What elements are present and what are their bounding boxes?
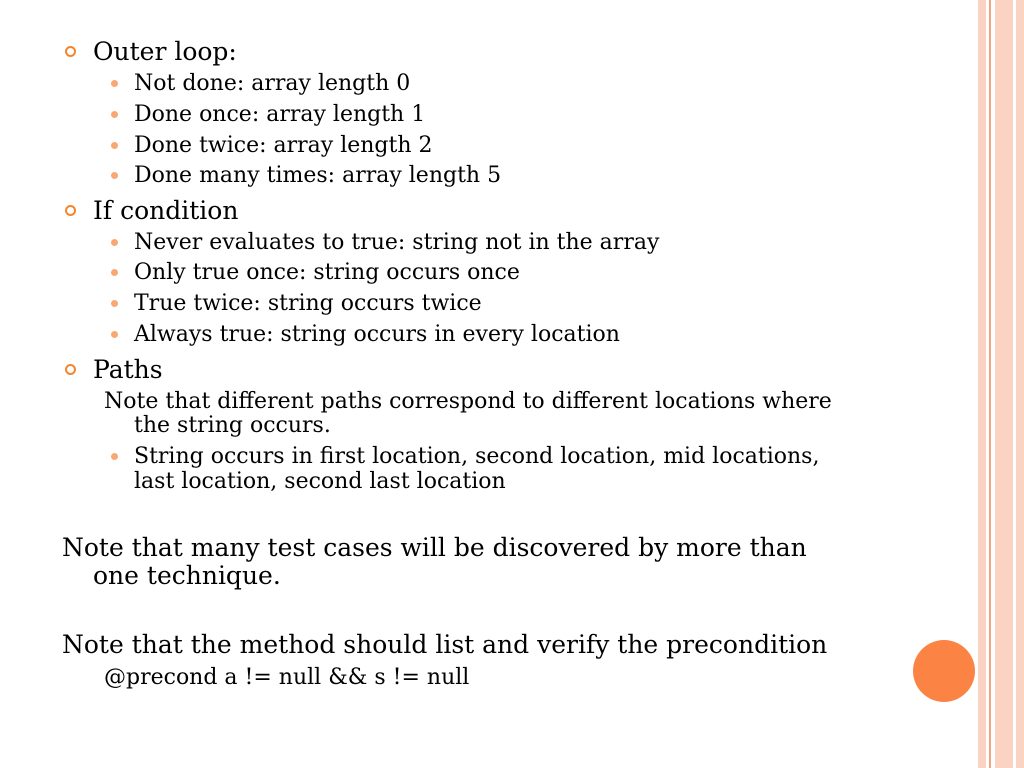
list-item: String occurs in first location, second location, mid locations, bbox=[134, 444, 820, 469]
list-item-continued: last location, second last location bbox=[134, 469, 506, 494]
dot-bullet-icon bbox=[111, 453, 118, 460]
dot-bullet-icon bbox=[111, 300, 118, 307]
dot-bullet-icon bbox=[111, 331, 118, 338]
precondition-note: Note that the method should list and verify the precondition bbox=[62, 630, 828, 659]
dot-bullet-icon bbox=[111, 111, 118, 118]
list-item: Never evaluates to true: string not in the array bbox=[134, 230, 660, 255]
decor-circle bbox=[913, 640, 975, 702]
list-item: Only true once: string occurs once bbox=[134, 260, 520, 285]
ring-bullet-icon bbox=[65, 364, 76, 375]
decor-stripe bbox=[1016, 0, 1024, 768]
section-heading: Paths bbox=[93, 355, 163, 384]
paths-note-continued: the string occurs. bbox=[134, 413, 331, 438]
list-item: Done many times: array length 5 bbox=[134, 163, 502, 188]
dot-bullet-icon bbox=[111, 269, 118, 276]
decor-stripe bbox=[995, 0, 1013, 768]
note-paragraph-continued: one technique. bbox=[93, 561, 281, 590]
dot-bullet-icon bbox=[111, 172, 118, 179]
dot-bullet-icon bbox=[111, 239, 118, 246]
decor-stripe bbox=[978, 0, 986, 768]
list-item: Not done: array length 0 bbox=[134, 71, 411, 96]
ring-bullet-icon bbox=[65, 46, 76, 57]
precondition-code: @precond a != null && s != null bbox=[104, 665, 470, 690]
list-item: Done once: array length 1 bbox=[134, 102, 426, 127]
section-heading: Outer loop: bbox=[93, 37, 237, 66]
list-item: Done twice: array length 2 bbox=[134, 133, 433, 158]
list-item: True twice: string occurs twice bbox=[134, 291, 482, 316]
section-heading: If condition bbox=[93, 196, 239, 225]
ring-bullet-icon bbox=[65, 205, 76, 216]
note-paragraph: Note that many test cases will be discovered by more than bbox=[62, 533, 807, 562]
list-item: Always true: string occurs in every location bbox=[134, 322, 620, 347]
dot-bullet-icon bbox=[111, 142, 118, 149]
dot-bullet-icon bbox=[111, 80, 118, 87]
paths-note: Note that different paths correspond to different locations where bbox=[104, 389, 832, 414]
